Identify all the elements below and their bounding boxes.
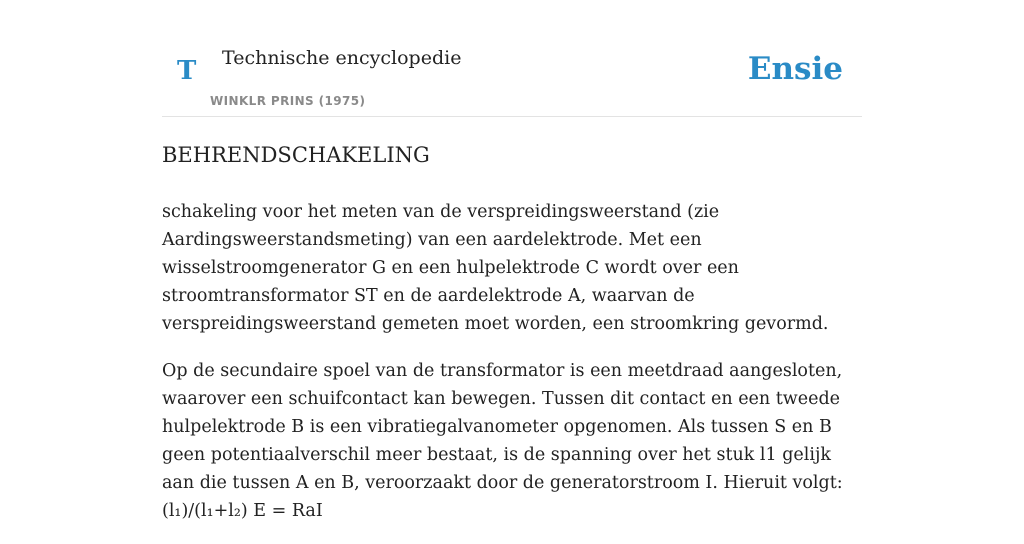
article-paragraph-2: Op de secundaire spoel van de transformator is een meetdraad aangesloten, waarover een schuifcontact kan bewegen. Tussen dit contact en een tweede hulpelektrode B is een vibratiegalvanometer opgenomen. Als tussen S en B geen potentiaalverschil meer bestaat, is de spanning over het stuk l1 gelijk aan die tussen A en B, veroorzaakt door de generatorstroom I. Hieruit volgt:(l₁)/(l₁+l₂) E = RaI <box>162 361 843 521</box>
article-content <box>162 140 862 544</box>
encyclopedia-logo-icon[interactable]: T <box>177 56 197 86</box>
site-header <box>162 0 862 117</box>
encyclopedia-source: WINKLR PRINS (1975) <box>210 94 366 108</box>
ensie-brand-link[interactable]: Ensie <box>747 51 843 87</box>
article-headword: BEHRENDSCHAKELING <box>162 143 430 167</box>
encyclopedia-title[interactable]: Technische encyclopedie <box>222 47 462 69</box>
article-paragraph-1: schakeling voor het meten van de verspreidingsweerstand (zie Aardingsweerstandsmeting) van een aardelektrode. Met een wisselstroomgenerator G en een hulpelektrode C wordt over een stroomtransformator ST en de aardelektrode A, waarvan de verspreidingsweerstand gemeten moet worden, een stroomkring gevormd. <box>162 202 829 334</box>
